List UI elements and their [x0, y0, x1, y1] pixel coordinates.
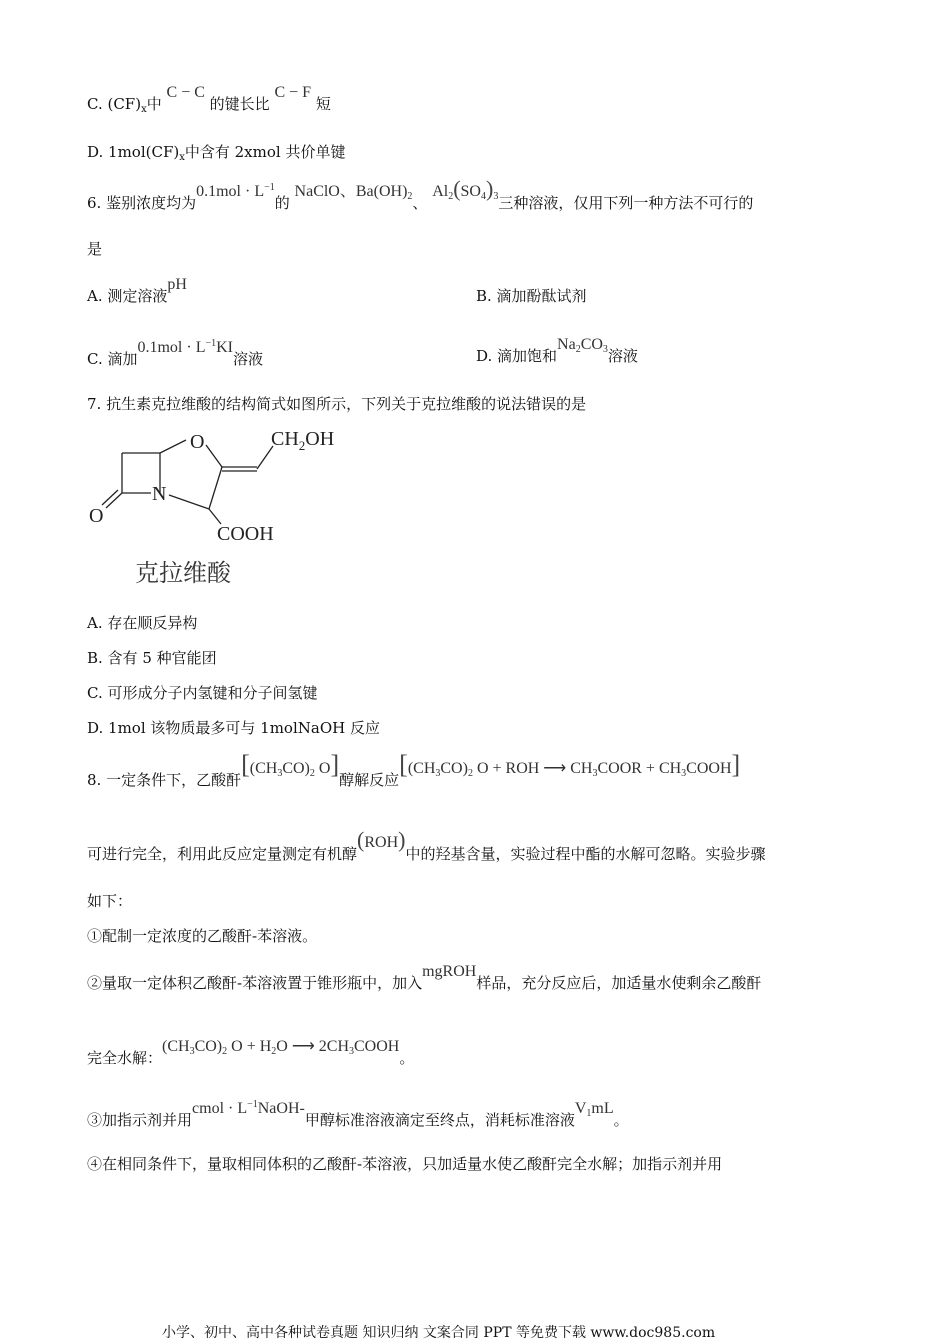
q8-stem-line2: 可进行完全，利用此反应定量测定有机醇(ROH)中的羟基含量，实验过程中酯的水解可忽略。实验步骤: [87, 827, 766, 863]
q8-step2-hydrolysis: 完全水解：$(CH_3CO)_2$ $O + H_2O$ ⟶ $2CH_3COOH$。: [87, 1038, 415, 1067]
q7-option-a: A. 存在顺反异构: [87, 614, 198, 632]
q5-option-d: D. $1mol(CF)_x$中含有 2xmol 共价单键: [87, 143, 346, 163]
q6-option-c: C. 滴加$0.1mol \cdot L^{-1}KI$溶液: [87, 338, 264, 368]
q7-option-b: B. 含有 5 种官能团: [87, 649, 217, 667]
q8-stem-line3: 如下：: [87, 892, 133, 910]
cooh-label: COOH: [217, 523, 274, 545]
q8-step2: ②量取一定体积乙酸酐-苯溶液置于锥形瓶中，加入mgROH样品，充分反应后，加适量水使剩余乙酸酐: [87, 963, 762, 992]
molecule-caption: 克拉维酸: [135, 559, 231, 587]
q7-stem: 7. 抗生素克拉维酸的结构简式如图所示，下列关于克拉维酸的说法错误的是: [87, 395, 587, 413]
q7-option-c: C. 可形成分子内氢键和分子间氢键: [87, 684, 318, 702]
carbonyl-oxygen-label: O: [89, 505, 104, 527]
page-footer: 小学、初中、高中各种试卷真题 知识归纳 文案合同 PPT 等免费下载 www.doc985.com: [162, 1325, 716, 1341]
ch2oh-label: $CH_2OH$: [271, 428, 335, 453]
q6-option-b: B. 滴加酚酞试剂: [476, 287, 587, 305]
q6-option-d: D. 滴加饱和$Na_2CO_3$溶液: [476, 336, 638, 365]
clavulanic-acid-structure: [85, 420, 365, 554]
nitrogen-label: N: [152, 483, 167, 505]
q5-option-c: C. $(CF)_x$中 C − C 的键长比 C − F 短: [87, 84, 331, 115]
q8-step3: ③加指示剂并用cmol · $L^{-1}NaOH-$甲醇标准溶液滴定至终点，消耗标准溶液$V_1mL$。: [87, 1099, 629, 1129]
q8-step4: ④在相同条件下，量取相同体积的乙酸酐-苯溶液，只加适量水使乙酸酐完全水解；加指示剂并用: [87, 1155, 723, 1173]
q6-option-a: A. 测定溶液pH: [87, 276, 187, 305]
q6-stem-tail: 是: [87, 240, 103, 258]
molecule-diagram: [85, 420, 365, 550]
q8-step1: ①配制一定浓度的乙酸酐-苯溶液。: [87, 927, 318, 945]
q7-option-d: D. 1mol 该物质最多可与 1molNaOH 反应: [87, 719, 380, 737]
q8-stem-line1: 8. 一定条件下，乙酸酐[$(CH_3CO)_2$ O]醇解反应[$(CH_3CO)_2$ O + ROH ⟶ $CH_3COOR$ + $CH_3COOH$]: [87, 750, 741, 789]
ring-oxygen-label: O: [190, 431, 205, 453]
q6-stem: 6. 鉴别浓度均为$0.1mol \cdot L^{-1}$的 NaClO、$Ba(OH)_2$、 $Al_2(SO_4)_3$三种溶液，仅用下列一种方法不可行的: [87, 176, 754, 212]
